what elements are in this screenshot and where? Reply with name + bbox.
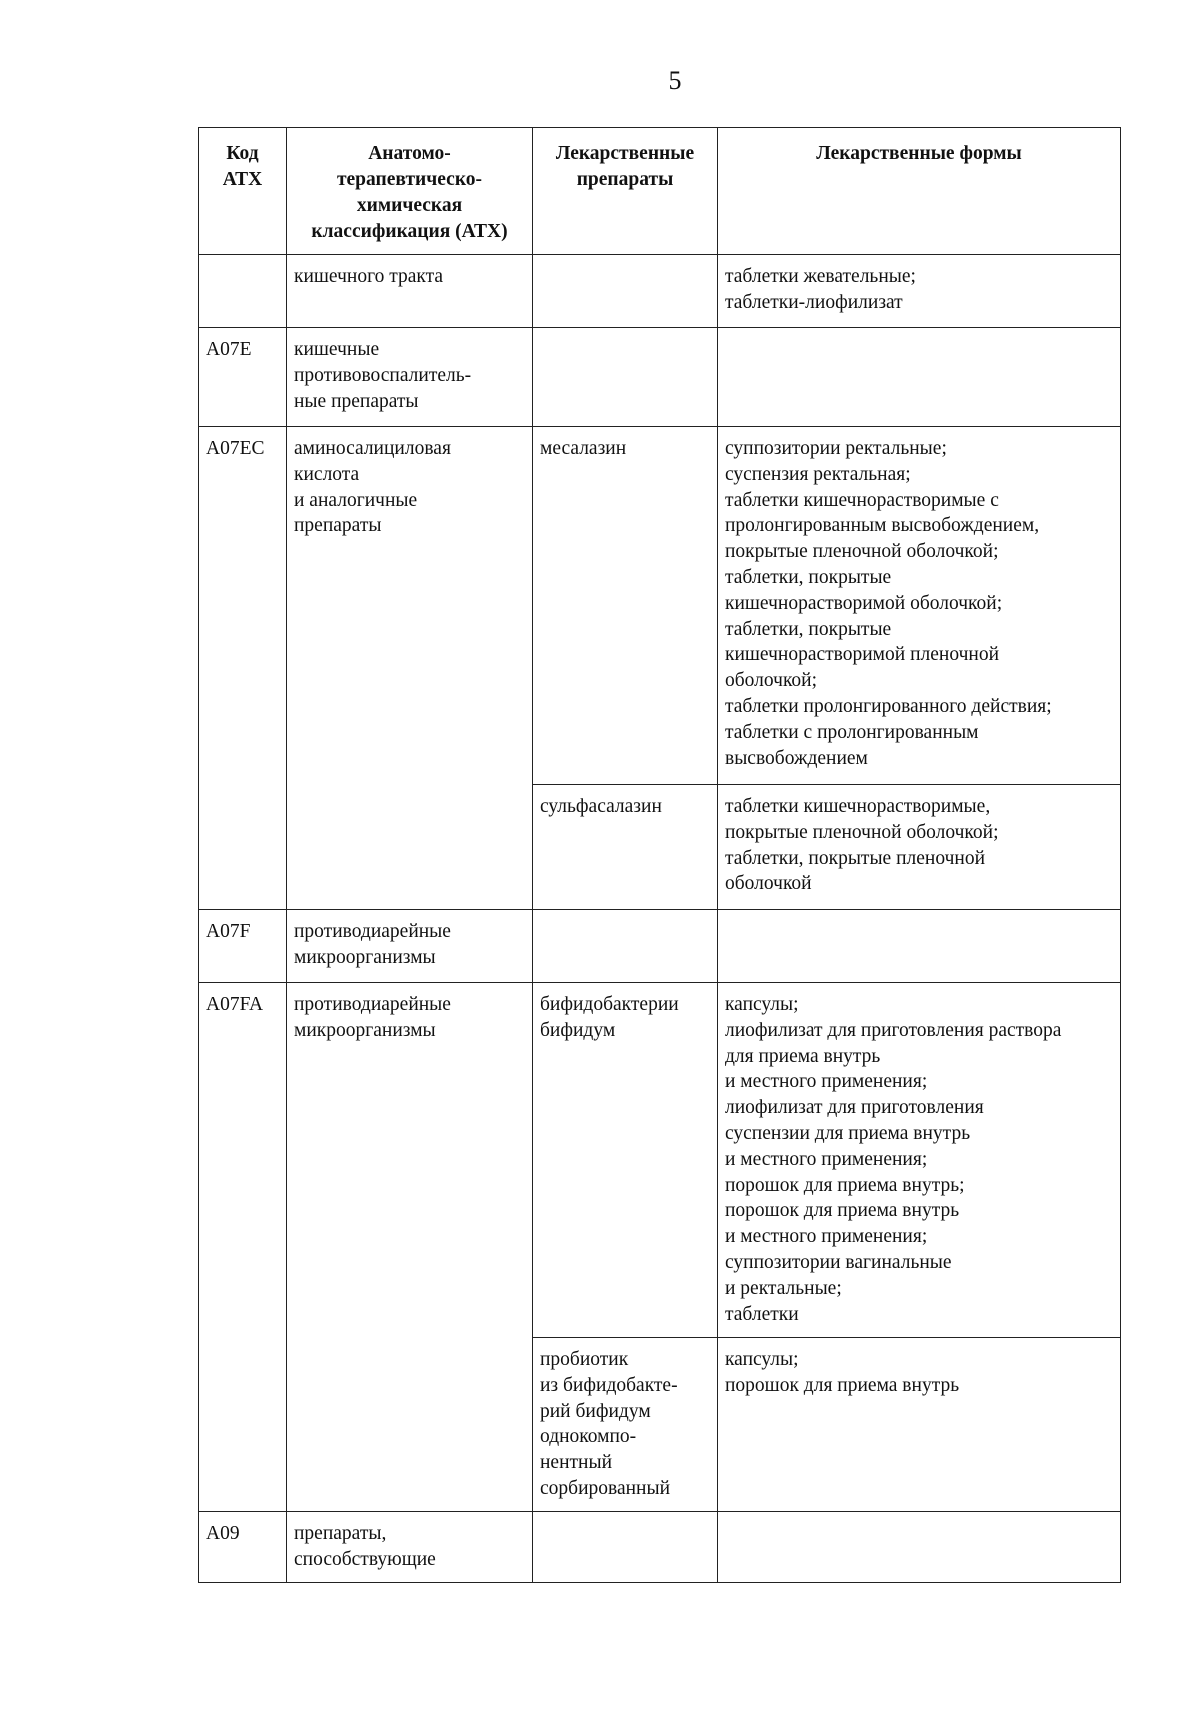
drug-cell	[533, 328, 718, 427]
drug-cell: пробиотик из бифидобакте- рий бифидум однокомпо- нентный сорбированный	[533, 1338, 718, 1512]
forms-cell: капсулы; порошок для приема внутрь	[718, 1338, 1121, 1512]
header-code: Код АТХ	[199, 128, 287, 255]
code-cell	[199, 255, 287, 328]
table-header-row	[199, 128, 1121, 255]
header-classification: Анатомо- терапевтическо- химическая классификация (АТХ)	[287, 128, 533, 255]
drug-cell: месалазин	[533, 427, 718, 785]
table-row	[199, 910, 1121, 983]
code-cell: A07FA	[199, 983, 287, 1512]
forms-cell: суппозитории ректальные; суспензия ректальная; таблетки кишечнорастворимые с пролонгированным высвобождением, покрытые пленочной оболочкой; таблетки, покрытые кишечнорастворимой оболочкой; таблетки, покрытые кишечнорастворимой пленочной оболочкой; таблетки пролонгированного действия; таблетки с пролонгированным высвобождением	[718, 427, 1121, 785]
class-cell: кишечного тракта	[287, 255, 533, 328]
class-cell: аминосалициловая кислота и аналогичные препараты	[287, 427, 533, 910]
code-cell: A07EC	[199, 427, 287, 910]
drug-cell	[533, 910, 718, 983]
drug-cell	[533, 255, 718, 328]
forms-cell: таблетки кишечнорастворимые, покрытые пленочной оболочкой; таблетки, покрытые пленочной оболочкой	[718, 785, 1121, 910]
forms-cell: таблетки жевательные; таблетки-лиофилизат	[718, 255, 1121, 328]
page-number: 5	[668, 66, 682, 95]
header-drugs: Лекарственные препараты	[533, 128, 718, 255]
forms-cell	[718, 1512, 1121, 1583]
class-cell: противодиарейные микроорганизмы	[287, 910, 533, 983]
header-forms: Лекарственные формы	[718, 128, 1121, 255]
atx-table	[198, 127, 1121, 1583]
forms-cell: капсулы; лиофилизат для приготовления раствора для приема внутрь и местного применения; лиофилизат для приготовления суспензии для приема внутрь и местного применения; порошок для приема внутрь; порошок для приема внутрь и местного применения; суппозитории вагинальные и ректальные; таблетки	[718, 983, 1121, 1338]
class-cell: кишечные противовоспалитель- ные препараты	[287, 328, 533, 427]
table-row	[199, 255, 1121, 328]
class-cell: препараты, способствующие	[287, 1512, 533, 1583]
code-cell: A09	[199, 1512, 287, 1583]
drug-cell: сульфасалазин	[533, 785, 718, 910]
drug-cell: бифидобактерии бифидум	[533, 983, 718, 1338]
forms-cell	[718, 328, 1121, 427]
table-row	[199, 427, 1121, 785]
table-row	[199, 328, 1121, 427]
code-cell: A07F	[199, 910, 287, 983]
table-row	[199, 1512, 1121, 1583]
drug-cell	[533, 1512, 718, 1583]
table-row	[199, 983, 1121, 1338]
forms-cell	[718, 910, 1121, 983]
code-cell: A07E	[199, 328, 287, 427]
class-cell: противодиарейные микроорганизмы	[287, 983, 533, 1512]
